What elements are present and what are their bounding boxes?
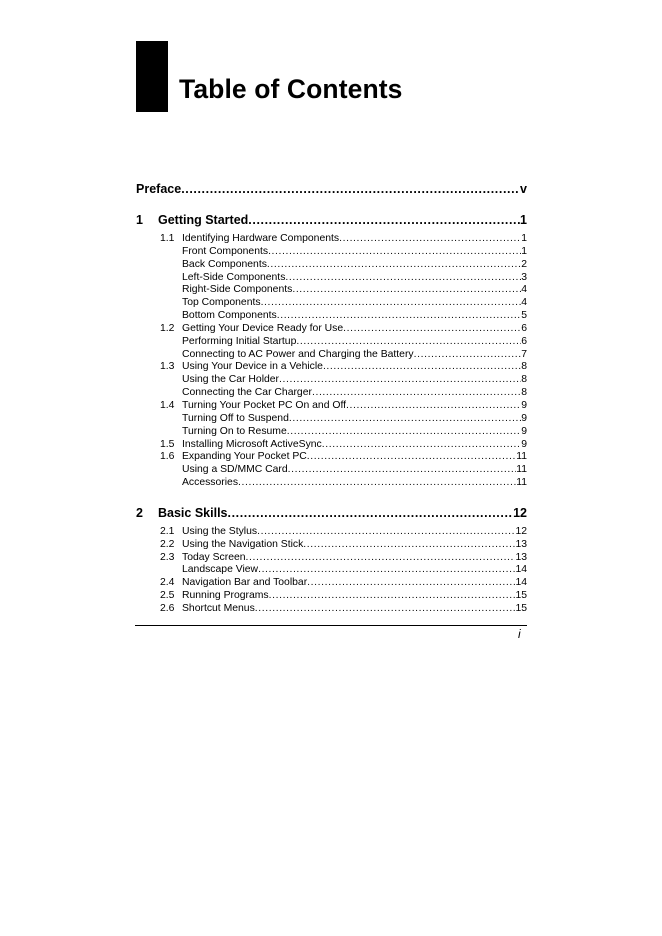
- leader-dots: [255, 603, 516, 616]
- toc-entry-label: Using a SD/MMC Card: [182, 464, 288, 476]
- toc-entry-label: Using the Car Holder: [182, 374, 280, 386]
- section-number: 1.5: [160, 438, 175, 450]
- chapter-tab-block: [136, 41, 168, 112]
- toc-page-number: 13: [515, 538, 527, 550]
- toc-section[interactable]: [136, 439, 527, 452]
- toc-page-number: 12: [515, 525, 527, 537]
- toc-page-number: 8: [521, 374, 527, 386]
- toc-entry-label: Turning On to Resume: [182, 425, 287, 437]
- section-number: 2.4: [160, 577, 175, 589]
- leader-dots: [296, 336, 521, 349]
- toc-entry-label: Using Your Device in a Vehicle: [182, 361, 323, 373]
- toc-subsection[interactable]: [136, 246, 527, 259]
- toc-entry-label: Bottom Components: [182, 310, 277, 322]
- toc-entry-label: Turning Your Pocket PC On and Off: [182, 399, 347, 411]
- toc-entry-label: Identifying Hardware Components: [182, 233, 340, 244]
- leader-dots: [238, 477, 516, 490]
- toc-section[interactable]: [136, 552, 527, 565]
- toc-section[interactable]: [136, 590, 527, 603]
- toc-page-number: 11: [516, 451, 527, 463]
- toc-subsection[interactable]: [136, 413, 527, 426]
- toc-entry-label: Right-Side Components: [182, 284, 293, 296]
- toc-page-number: 4: [521, 297, 527, 309]
- toc-page-number: 13: [515, 551, 527, 563]
- toc-chapter[interactable]: [136, 506, 527, 521]
- leader-dots: [257, 526, 515, 539]
- leader-dots: [414, 349, 522, 362]
- section-number: 2.3: [160, 551, 175, 563]
- leader-dots: [268, 246, 521, 259]
- table-of-contents: [136, 182, 527, 616]
- toc-entry-label: Basic Skills: [158, 505, 228, 520]
- toc-page-number: 9: [521, 412, 527, 424]
- toc-entry-label: Expanding Your Pocket PC: [182, 451, 307, 463]
- leader-dots: [323, 361, 521, 374]
- toc-page-number: 5: [521, 310, 527, 322]
- toc-page-number: 7: [521, 348, 527, 360]
- toc-page-number: 3: [521, 271, 527, 283]
- leader-dots: [312, 387, 521, 400]
- toc-page-number: 2: [521, 258, 527, 270]
- toc-entry-label: Shortcut Menus: [182, 602, 255, 614]
- toc-entry-label: Running Programs: [182, 590, 269, 602]
- leader-dots: [307, 577, 515, 590]
- section-number: 2.1: [160, 525, 175, 537]
- section-number: 1.2: [160, 322, 175, 334]
- toc-section[interactable]: [136, 400, 527, 413]
- toc-subsection[interactable]: [136, 284, 527, 297]
- toc-page-number: 8: [521, 387, 527, 399]
- leader-dots: [288, 464, 517, 477]
- toc-section[interactable]: [136, 603, 527, 616]
- toc-entry-label: Performing Initial Startup: [182, 335, 297, 347]
- toc-entry-label: Getting Your Device Ready for Use: [182, 322, 344, 334]
- section-number: 1.3: [160, 361, 175, 373]
- toc-page-number: v: [520, 182, 527, 196]
- footer-page-number: i: [518, 627, 521, 641]
- section-number: 1.4: [160, 399, 175, 411]
- leader-dots: [228, 506, 514, 521]
- toc-entry-label: Accessories: [182, 477, 239, 489]
- toc-entry-label: Turning Off to Suspend: [182, 412, 289, 424]
- chapter-number: 1: [136, 213, 143, 227]
- leader-dots: [279, 374, 521, 387]
- chapter-number: 2: [136, 505, 143, 520]
- leader-dots: [248, 213, 520, 228]
- toc-entry-label: Front Components: [182, 245, 269, 257]
- toc-subsection[interactable]: [136, 387, 527, 400]
- toc-page-number: 11: [516, 464, 527, 476]
- toc-entry-label: Top Components: [182, 297, 261, 309]
- section-number: 1.1: [160, 233, 175, 244]
- toc-entry-label: Left-Side Components: [182, 271, 286, 283]
- leader-dots: [269, 590, 516, 603]
- leader-dots: [339, 233, 521, 246]
- leader-dots: [303, 539, 515, 552]
- toc-page-number: 9: [521, 399, 527, 411]
- leader-dots: [277, 310, 522, 323]
- toc-subsection[interactable]: [136, 259, 527, 272]
- toc-entry-label: Today Screen: [182, 551, 246, 563]
- toc-page-number: 9: [521, 438, 527, 450]
- toc-preface[interactable]: [136, 182, 527, 197]
- toc-page-number: 1: [521, 233, 527, 244]
- toc-page-number: 11: [516, 477, 527, 489]
- toc-subsection[interactable]: [136, 336, 527, 349]
- toc-subsection[interactable]: [136, 464, 527, 477]
- toc-subsection[interactable]: [136, 564, 527, 577]
- toc-section[interactable]: [136, 577, 527, 590]
- toc-page-number: 12: [513, 505, 527, 520]
- leader-dots: [287, 426, 521, 439]
- leader-dots: [261, 297, 522, 310]
- toc-section[interactable]: [136, 361, 527, 374]
- toc-page-number: 8: [521, 361, 527, 373]
- toc-section[interactable]: [136, 526, 527, 539]
- toc-chapter[interactable]: [136, 213, 527, 228]
- toc-page-number: 1: [520, 213, 527, 227]
- page-title: Table of Contents: [179, 74, 403, 104]
- footer-rule: [135, 625, 527, 626]
- leader-dots: [246, 552, 516, 565]
- toc-page-number: 15: [515, 602, 527, 614]
- toc-page-number: 6: [521, 335, 527, 347]
- section-number: 2.5: [160, 590, 175, 602]
- toc-section[interactable]: [136, 323, 527, 336]
- leader-dots: [292, 284, 521, 297]
- toc-entry-label: Back Components: [182, 258, 267, 270]
- toc-subsection[interactable]: [136, 426, 527, 439]
- toc-subsection[interactable]: [136, 310, 527, 323]
- toc-entry-label: Landscape View: [182, 564, 259, 576]
- leader-dots: [307, 451, 516, 464]
- toc-entry-label: Installing Microsoft ActiveSync: [182, 438, 322, 450]
- toc-page-number: 14: [515, 564, 527, 576]
- toc-section[interactable]: [136, 451, 527, 464]
- leader-dots: [346, 400, 521, 413]
- toc-entry-label: Navigation Bar and Toolbar: [182, 577, 308, 589]
- toc-page-number: 14: [515, 577, 527, 589]
- toc-entry-label: Using the Stylus: [182, 525, 258, 537]
- toc-subsection[interactable]: [136, 349, 527, 362]
- toc-section[interactable]: [136, 539, 527, 552]
- toc-entry-label: Connecting to AC Power and Charging the Battery: [182, 348, 414, 360]
- toc-page-number: 15: [515, 590, 527, 602]
- section-number: 1.6: [160, 451, 175, 463]
- toc-subsection[interactable]: [136, 477, 527, 490]
- leader-dots: [343, 323, 521, 336]
- leader-dots: [289, 413, 521, 426]
- section-number: 2.6: [160, 602, 175, 614]
- leader-dots: [322, 439, 521, 452]
- leader-dots: [267, 259, 521, 272]
- toc-page-number: 4: [521, 284, 527, 296]
- leader-dots: [258, 564, 515, 577]
- toc-section[interactable]: [136, 233, 527, 246]
- toc-page-number: 1: [521, 245, 527, 257]
- toc-page-number: 9: [521, 425, 527, 437]
- toc-subsection[interactable]: [136, 297, 527, 310]
- toc-subsection[interactable]: [136, 272, 527, 285]
- toc-entry-label: Preface: [136, 182, 182, 196]
- toc-subsection[interactable]: [136, 374, 527, 387]
- section-number: 2.2: [160, 538, 175, 550]
- leader-dots: [181, 182, 520, 197]
- toc-entry-label: Getting Started: [158, 213, 249, 227]
- leader-dots: [285, 272, 521, 285]
- toc-page-number: 6: [521, 322, 527, 334]
- toc-entry-label: Using the Navigation Stick: [182, 538, 304, 550]
- toc-entry-label: Connecting the Car Charger: [182, 387, 312, 399]
